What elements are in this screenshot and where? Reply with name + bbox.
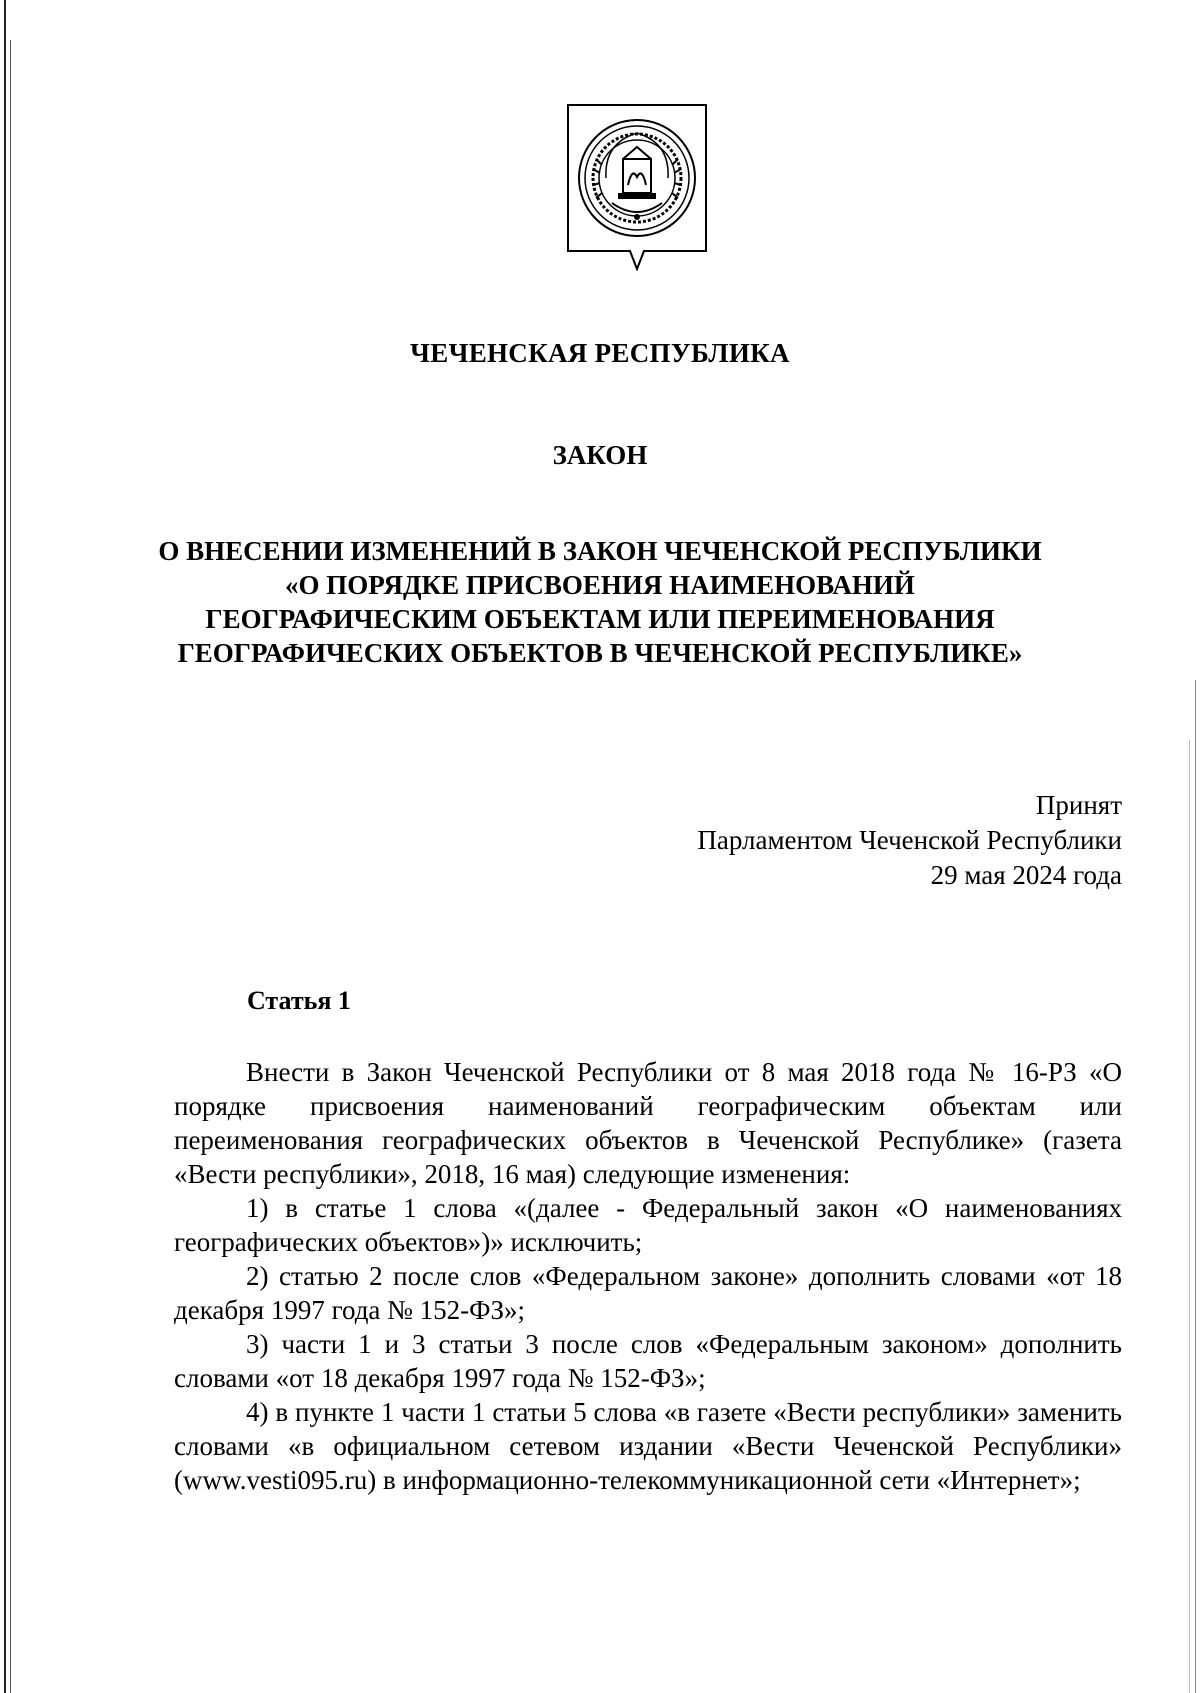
scan-edge xyxy=(4,0,6,1693)
law-title-line: «О ПОРЯДКЕ ПРИСВОЕНИЯ НАИМЕНОВАНИЙ xyxy=(285,570,915,600)
adoption-block xyxy=(697,788,1122,893)
scan-edge xyxy=(1189,740,1190,1693)
article-item: 3) части 1 и 3 статьи 3 после слов «Федеральным законом» дополнить словами «от 18 декабря 1997 года № 152-ФЗ»; xyxy=(174,1329,1122,1393)
republic-name: ЧЕЧЕНСКАЯ РЕСПУБЛИКА xyxy=(410,338,790,368)
adoption-body: Парламентом Чеченской Республики xyxy=(697,825,1122,855)
law-title xyxy=(0,534,1200,670)
article-item: 2) статью 2 после слов «Федеральном законе» дополнить словами «от 18 декабря 1997 года № 152-ФЗ»; xyxy=(174,1261,1122,1325)
article-item: 1) в статье 1 слова «(далее - Федеральный закон «О наименованиях географических объектов»)» исключить; xyxy=(174,1193,1122,1257)
law-title-line: ГЕОГРАФИЧЕСКИМ ОБЪЕКТАМ ИЛИ ПЕРЕИМЕНОВАНИЯ xyxy=(205,604,995,634)
coat-of-arms-icon xyxy=(566,103,708,271)
adoption-status: Принят xyxy=(1035,790,1122,820)
law-title-line: О ВНЕСЕНИИ ИЗМЕНЕНИЙ В ЗАКОН ЧЕЧЕНСКОЙ РЕСПУБЛИКИ xyxy=(158,536,1042,566)
document-type: ЗАКОН xyxy=(552,440,648,470)
scan-edge xyxy=(10,40,11,1693)
article-intro: Внести в Закон Чеченской Республики от 8 мая 2018 года № 16-РЗ «О порядке присвоения наименований географическим объектам или переименования географических объектов в Чеченской Республике» (газета «Вести республики», 2018, 16 мая) следующие изменения: xyxy=(174,1057,1122,1189)
adoption-date: 29 мая 2024 года xyxy=(930,860,1122,890)
article-heading: Статья 1 xyxy=(247,986,351,1015)
article-body xyxy=(174,1055,1122,1497)
law-title-line: ГЕОГРАФИЧЕСКИХ ОБЪЕКТОВ В ЧЕЧЕНСКОЙ РЕСПУБЛИКЕ» xyxy=(177,638,1023,668)
article-item: 4) в пункте 1 части 1 статьи 5 слова «в газете «Вести республики» заменить словами «в официальном сетевом издании «Вести Чеченской Республики» (www.vesti095.ru) в информационно-телекоммуникационной сети «Интернет»; xyxy=(174,1397,1122,1495)
scan-edge xyxy=(1195,680,1196,1693)
